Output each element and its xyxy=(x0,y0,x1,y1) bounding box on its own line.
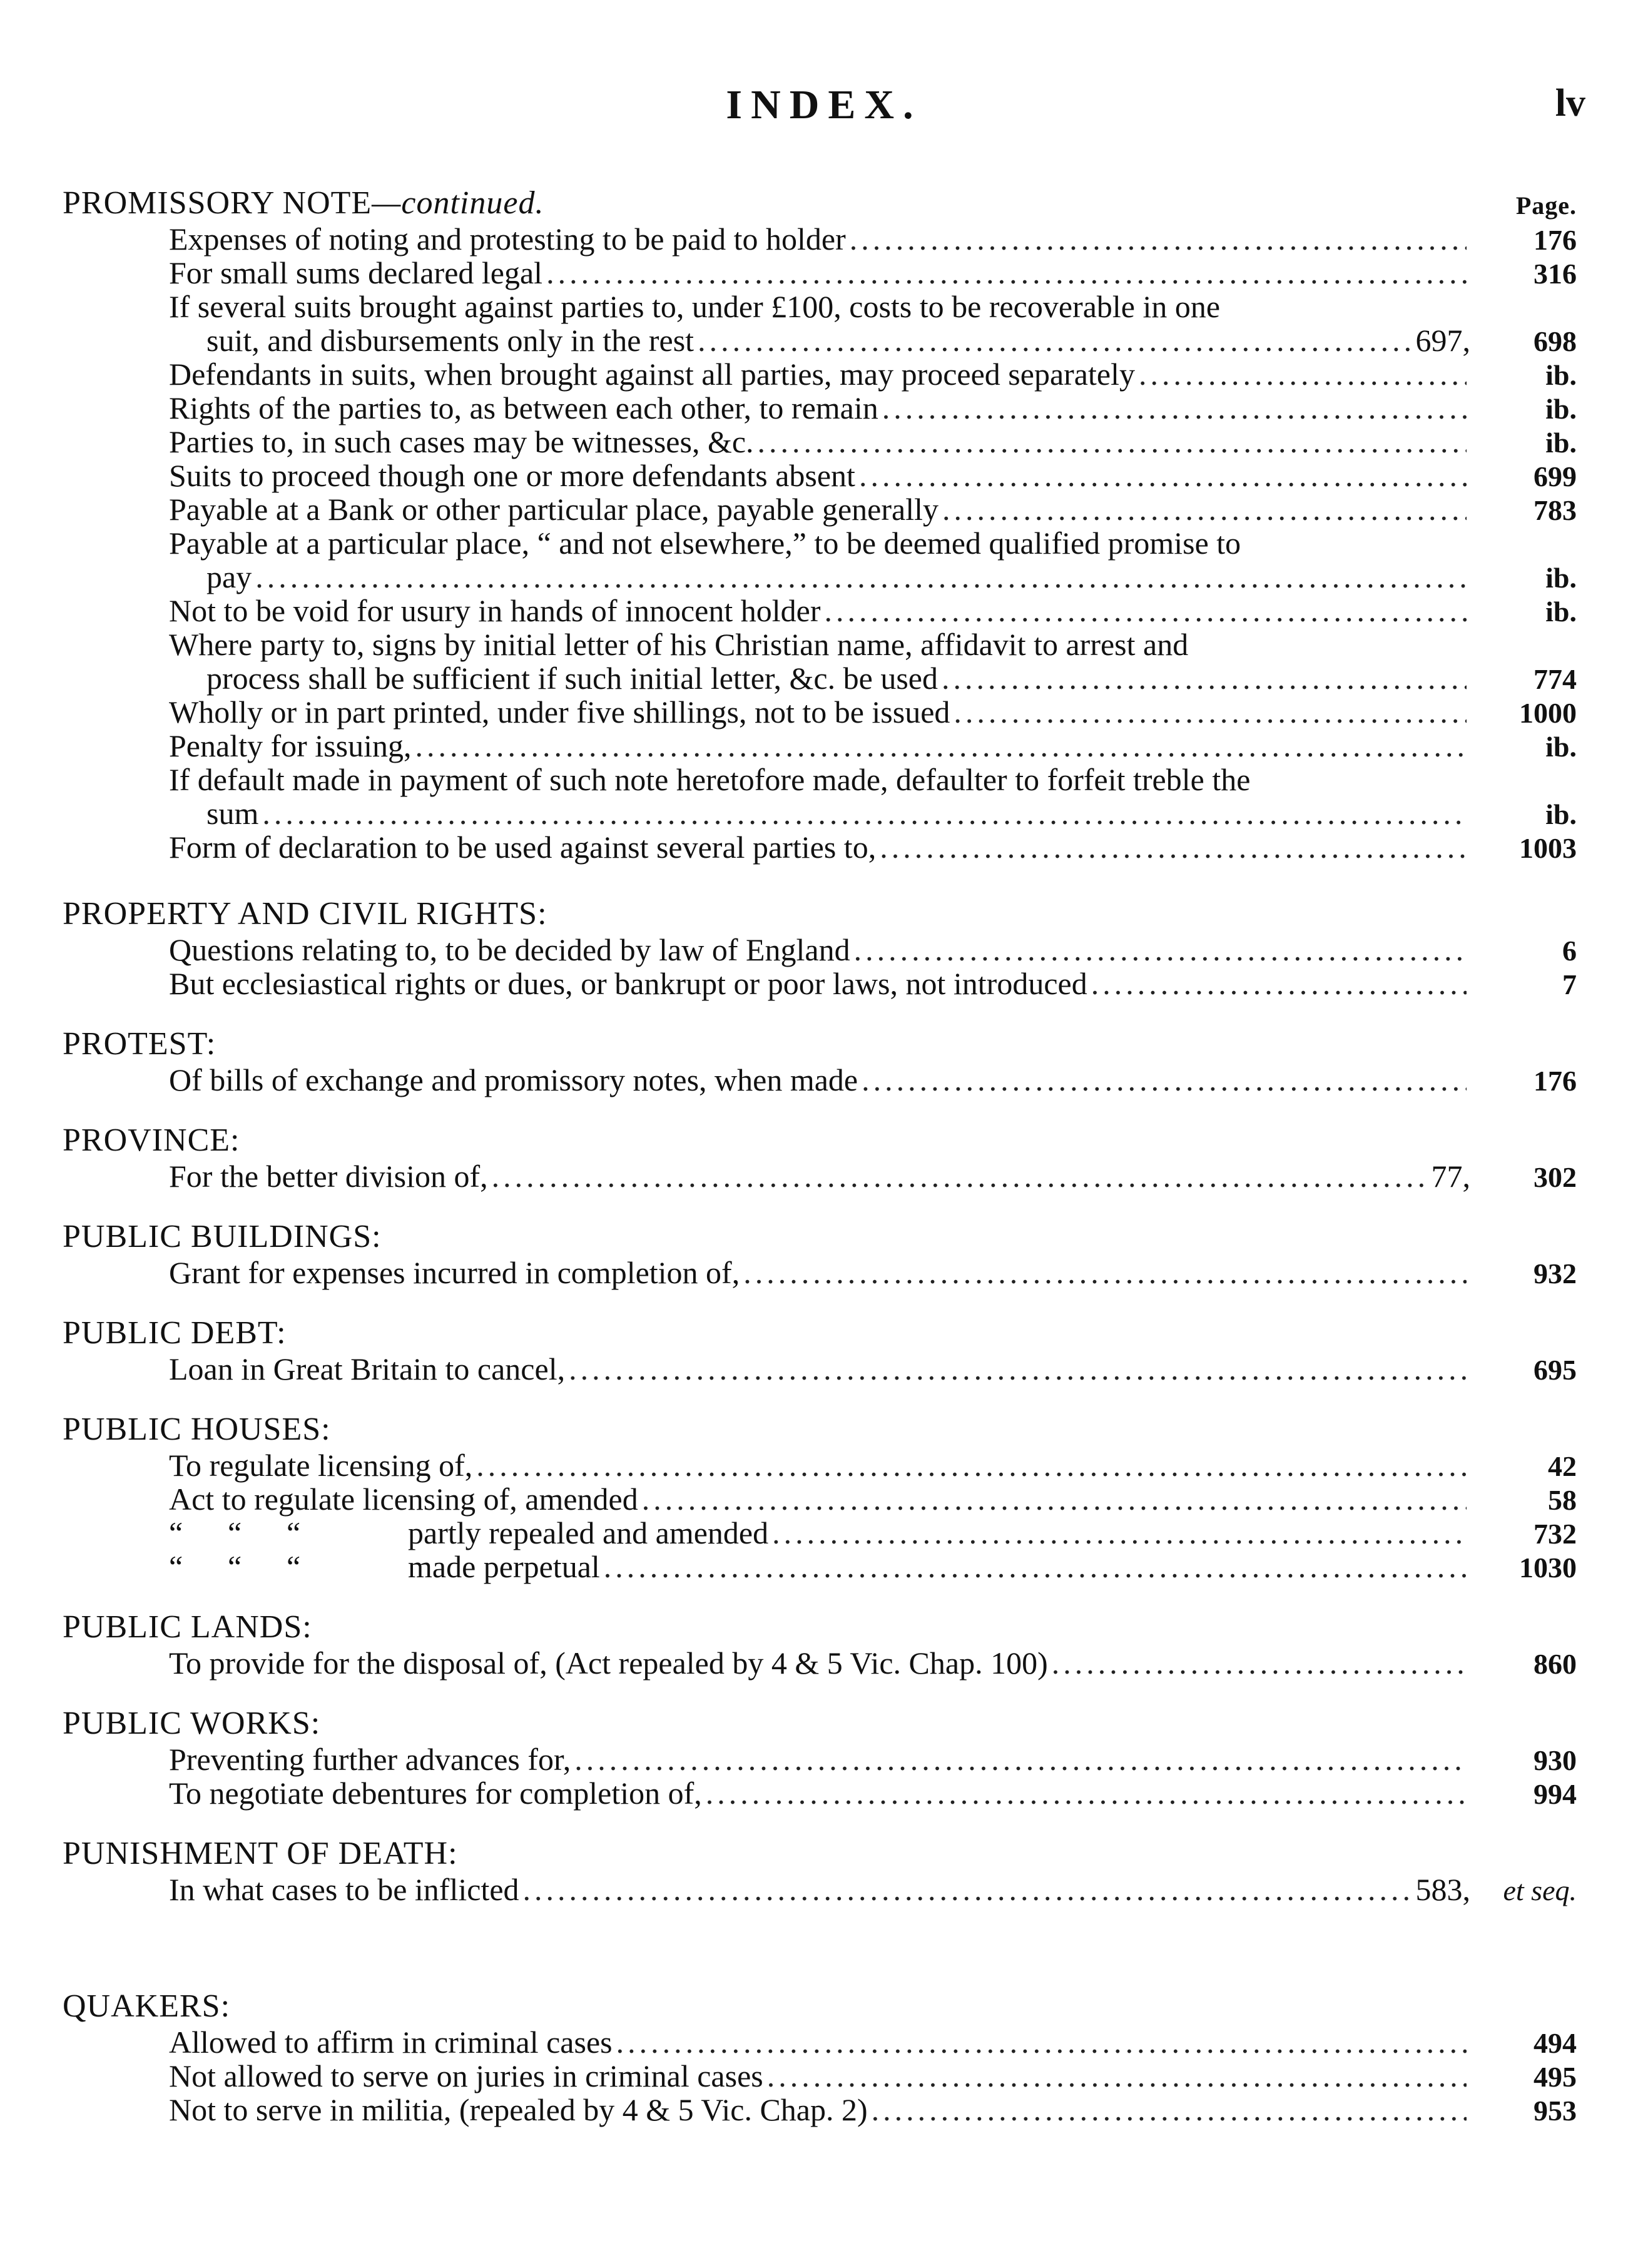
leader-dots xyxy=(476,1448,1467,1482)
entry-text-group xyxy=(169,1063,858,1097)
page-column-label: Page. xyxy=(1515,191,1577,220)
section-heading xyxy=(63,1705,1577,1742)
entry-page: 932 xyxy=(1534,1258,1577,1289)
entry-text-group xyxy=(169,695,950,729)
entry-text: Expenses of noting and protesting to be paid to holder xyxy=(169,221,846,257)
index-entry xyxy=(63,933,1577,967)
entry-text-continued: process shall be sufficient if such initial letter, &c. be used xyxy=(206,661,938,696)
entry-page: ib. xyxy=(1545,798,1577,830)
section-heading xyxy=(63,895,1577,933)
entry-text-group xyxy=(169,594,820,628)
entry-text: If default made in payment of such note heretofore made, defaulter to forfeit treble the xyxy=(169,762,1251,797)
index-entry xyxy=(63,492,1577,526)
entry-page: 176 xyxy=(1534,224,1577,256)
entry-text: partly repealed and amended xyxy=(408,1515,769,1550)
section-heading xyxy=(63,1122,1577,1159)
section-heading xyxy=(63,1315,1577,1352)
entry-text: Wholly or in part printed, under five shillings, not to be issued xyxy=(169,694,950,730)
leader-dots xyxy=(772,1516,1467,1550)
leader-dots xyxy=(569,1352,1467,1386)
entry-page: 6 xyxy=(1562,935,1577,967)
section-heading xyxy=(63,1835,1577,1873)
ditto-mark: “ xyxy=(228,1515,242,1550)
index-section xyxy=(63,185,1577,864)
leader-dots xyxy=(880,830,1467,864)
entry-page: 732 xyxy=(1534,1518,1577,1550)
entry-page: 7 xyxy=(1562,969,1577,1000)
index-entry xyxy=(63,1063,1577,1097)
entry-text-group xyxy=(169,2059,763,2093)
index-entry xyxy=(63,459,1577,492)
index-entry-continuation xyxy=(63,796,1577,830)
entry-page: 783 xyxy=(1534,494,1577,526)
index-entry xyxy=(63,830,1577,864)
entry-text: Loan in Great Britain to cancel, xyxy=(169,1351,566,1386)
section-heading-text: QUAKERS: xyxy=(63,1988,231,2024)
section-heading-text: PUBLIC BUILDINGS: xyxy=(63,1219,382,1254)
leader-dots xyxy=(942,492,1467,526)
leader-dots xyxy=(574,1742,1467,1776)
index-section xyxy=(63,1025,1577,1097)
entry-page: 994 xyxy=(1534,1778,1577,1810)
index-entry-continuation xyxy=(63,323,1577,357)
entry-text-group xyxy=(169,492,938,526)
leader-dots xyxy=(859,459,1467,492)
entry-text: Rights of the parties to, as between each other, to remain xyxy=(169,390,878,425)
entry-text: To negotiate debentures for completion of, xyxy=(169,1776,702,1811)
leader-dots xyxy=(872,2093,1467,2127)
entry-text-group xyxy=(169,391,878,425)
index-entry-continuation xyxy=(63,560,1577,594)
leader-dots xyxy=(415,729,1467,763)
section-heading xyxy=(63,185,1577,222)
leader-dots xyxy=(854,933,1467,967)
entry-text: If several suits brought against parties to, under £100, costs to be recoverable in one xyxy=(169,289,1221,324)
section-heading-text: PUBLIC HOUSES: xyxy=(63,1411,331,1447)
entry-page: ib. xyxy=(1545,393,1577,425)
entry-extra-page: 697, xyxy=(1415,323,1470,358)
entry-text: Parties to, in such cases may be witnesses, &c. xyxy=(169,424,754,459)
index-entry xyxy=(63,594,1577,628)
index-section xyxy=(63,1315,1577,1386)
index-entry xyxy=(63,1646,1577,1680)
index-entry-line xyxy=(63,526,1577,560)
section-heading-text: PUBLIC WORKS: xyxy=(63,1706,321,1741)
entry-text: In what cases to be inflicted xyxy=(169,1872,519,1907)
entry-text-group xyxy=(169,1159,488,1193)
leader-dots xyxy=(604,1550,1467,1584)
section-heading-text: PUBLIC LANDS: xyxy=(63,1609,312,1645)
index-entry xyxy=(63,1159,1577,1193)
entry-text-group xyxy=(169,1776,702,1810)
entry-text: To provide for the disposal of, (Act repealed by 4 & 5 Vic. Chap. 100) xyxy=(169,1645,1048,1681)
entry-text-group xyxy=(169,1352,565,1386)
index-entry xyxy=(63,2093,1577,2127)
index-section xyxy=(63,1218,1577,1289)
entry-text: Suits to proceed though one or more defendants absent xyxy=(169,458,855,493)
index-entry xyxy=(63,1742,1577,1776)
entry-page: et seq. xyxy=(1503,1874,1577,1906)
entry-text: Act to regulate licensing of, amended xyxy=(169,1482,638,1517)
ditto-mark: “ xyxy=(287,1549,301,1584)
leader-dots xyxy=(1139,357,1467,391)
entry-text-group xyxy=(169,2025,613,2059)
entry-page: 495 xyxy=(1534,2061,1577,2093)
index-entry xyxy=(63,2025,1577,2059)
entry-text-group xyxy=(169,967,1087,1000)
entry-text-group xyxy=(169,1646,1048,1680)
entry-text: Preventing further advances for, xyxy=(169,1742,571,1777)
leader-dots xyxy=(862,1063,1467,1097)
entry-page: ib. xyxy=(1545,596,1577,628)
leader-dots xyxy=(698,323,1411,357)
entry-text-group xyxy=(169,256,542,290)
section-heading xyxy=(63,1025,1577,1063)
index-section xyxy=(63,1411,1577,1584)
entry-text-group xyxy=(169,830,876,864)
section-heading-text: PUBLIC DEBT: xyxy=(63,1315,287,1351)
leader-dots xyxy=(743,1256,1467,1289)
index-section xyxy=(63,895,1577,1000)
index-entry-line xyxy=(63,763,1577,796)
entry-text-continued: pay xyxy=(206,559,252,594)
section-heading-text: PUNISHMENT OF DEATH: xyxy=(63,1836,458,1871)
entry-page: ib. xyxy=(1545,359,1577,391)
index-section xyxy=(63,1609,1577,1680)
entry-text-continued: sum xyxy=(206,796,259,831)
leader-dots xyxy=(954,695,1467,729)
entry-page: 953 xyxy=(1534,2095,1577,2127)
entry-page: ib. xyxy=(1545,562,1577,594)
entry-page: 930 xyxy=(1534,1744,1577,1776)
leader-dots xyxy=(706,1776,1467,1810)
entry-text-group xyxy=(169,222,846,256)
leader-dots xyxy=(942,661,1467,695)
entry-text: Payable at a Bank or other particular place, payable generally xyxy=(169,492,938,527)
entry-page: 58 xyxy=(1548,1484,1577,1516)
index-entry xyxy=(63,1256,1577,1289)
entry-page: 176 xyxy=(1534,1065,1577,1097)
entry-text-group xyxy=(169,357,1135,391)
index-entry xyxy=(63,1482,1577,1516)
entry-page: 1030 xyxy=(1519,1552,1577,1584)
entry-page: 1000 xyxy=(1519,697,1577,729)
index-entry xyxy=(63,357,1577,391)
entry-text: Of bills of exchange and promissory notes, when made xyxy=(169,1062,858,1097)
index-entry xyxy=(63,425,1577,459)
section-heading-text: PROMISSORY NOTE xyxy=(63,185,372,221)
ditto-mark: “ xyxy=(169,1549,183,1584)
entry-text: made perpetual xyxy=(408,1549,600,1584)
page-title: INDEX. xyxy=(726,82,922,128)
section-heading-text: PROVINCE: xyxy=(63,1122,240,1158)
leader-dots xyxy=(1091,967,1467,1000)
entry-text-group xyxy=(169,459,855,492)
entry-text-group xyxy=(169,1550,600,1584)
leader-dots xyxy=(758,425,1467,459)
entry-text: Where party to, signs by initial letter of his Christian name, affidavit to arrest and xyxy=(169,627,1189,662)
leader-dots xyxy=(850,222,1467,256)
leader-dots xyxy=(262,796,1467,830)
index-entry xyxy=(63,1352,1577,1386)
section-heading-suffix: —continued. xyxy=(372,185,544,221)
entry-text: To regulate licensing of, xyxy=(169,1448,473,1483)
entry-page: 774 xyxy=(1534,663,1577,695)
index-entry xyxy=(63,1550,1577,1584)
entry-text-group xyxy=(169,1873,519,1906)
index-entry xyxy=(63,222,1577,256)
entry-text: Questions relating to, to be decided by law of England xyxy=(169,932,850,967)
entry-text: For the better division of, xyxy=(169,1159,488,1194)
section-heading-text: PROPERTY AND CIVIL RIGHTS: xyxy=(63,896,547,932)
entry-page: 1003 xyxy=(1519,832,1577,864)
entry-text: Grant for expenses incurred in completion of, xyxy=(169,1255,740,1290)
section-heading xyxy=(63,1218,1577,1256)
index-section xyxy=(63,1835,1577,1906)
entry-text-group xyxy=(169,2093,868,2127)
entry-text: Penalty for issuing, xyxy=(169,728,412,763)
entry-extra-page: 583, xyxy=(1415,1872,1470,1907)
entry-text-group xyxy=(169,729,411,763)
leader-dots xyxy=(492,1159,1428,1193)
leader-dots xyxy=(1052,1646,1467,1680)
index-entry xyxy=(63,695,1577,729)
index-entry xyxy=(63,1776,1577,1810)
entry-page: 302 xyxy=(1534,1161,1577,1193)
ditto-mark: “ xyxy=(169,1515,183,1550)
leader-dots xyxy=(523,1873,1412,1906)
leader-dots xyxy=(882,391,1467,425)
section-heading xyxy=(63,1988,1577,2025)
entry-page: 698 xyxy=(1534,325,1577,357)
page-header xyxy=(0,81,1648,138)
entry-text: Payable at a particular place, “ and not elsewhere,” to be deemed qualified promise to xyxy=(169,526,1241,561)
index-entry xyxy=(63,391,1577,425)
entry-text-group xyxy=(169,1448,472,1482)
entry-text: For small sums declared legal xyxy=(169,255,543,290)
index-entry xyxy=(63,1516,1577,1550)
entry-page: ib. xyxy=(1545,731,1577,763)
leader-dots xyxy=(824,594,1467,628)
index-entry xyxy=(63,967,1577,1000)
index-entry-continuation xyxy=(63,661,1577,695)
entry-text: Not allowed to serve on juries in criminal cases xyxy=(169,2058,763,2093)
entry-page: 316 xyxy=(1534,258,1577,290)
section-heading xyxy=(63,1411,1577,1448)
page-number: lv xyxy=(1555,82,1585,125)
entry-text: Form of declaration to be used against several parties to, xyxy=(169,830,877,865)
leader-dots xyxy=(767,2059,1467,2093)
entry-text: Allowed to affirm in criminal cases xyxy=(169,2025,613,2060)
entry-text-continued: suit, and disbursements only in the rest xyxy=(206,323,694,358)
entry-text-group xyxy=(169,1516,768,1550)
entry-text-group xyxy=(169,1256,740,1289)
entry-text-group xyxy=(169,425,754,459)
entry-page: 695 xyxy=(1534,1354,1577,1386)
index-entry xyxy=(63,1873,1577,1906)
index-entry-line xyxy=(63,290,1577,323)
index-entry-line xyxy=(63,628,1577,661)
index-entry xyxy=(63,1448,1577,1482)
section-heading-text: PROTEST: xyxy=(63,1026,216,1062)
index-entry xyxy=(63,2059,1577,2093)
entry-page: 494 xyxy=(1534,2027,1577,2059)
ditto-mark: “ xyxy=(287,1515,301,1550)
entry-text: Not to be void for usury in hands of innocent holder xyxy=(169,593,821,628)
index-section xyxy=(63,1988,1577,2127)
entry-text-group xyxy=(169,933,850,967)
entry-page: 699 xyxy=(1534,460,1577,492)
leader-dots xyxy=(616,2025,1467,2059)
entry-text: But ecclesiastical rights or dues, or bankrupt or poor laws, not introduced xyxy=(169,966,1087,1001)
ditto-mark: “ xyxy=(228,1549,242,1584)
entry-text-group xyxy=(169,1482,638,1516)
index-section xyxy=(63,1122,1577,1193)
leader-dots xyxy=(546,256,1467,290)
entry-page: 42 xyxy=(1548,1450,1577,1482)
entry-page: ib. xyxy=(1545,427,1577,459)
entry-page: 860 xyxy=(1534,1648,1577,1680)
index-section xyxy=(63,1705,1577,1810)
index-entry xyxy=(63,256,1577,290)
section-heading xyxy=(63,1609,1577,1646)
entry-text: Defendants in suits, when brought against all parties, may proceed separately xyxy=(169,357,1135,392)
entry-text-group xyxy=(169,1742,571,1776)
index-content xyxy=(63,160,1577,2127)
entry-extra-page: 77, xyxy=(1431,1159,1470,1194)
entry-text: Not to serve in militia, (repealed by 4 & 5 Vic. Chap. 2) xyxy=(169,2092,868,2127)
leader-dots xyxy=(255,560,1467,594)
leader-dots xyxy=(642,1482,1467,1516)
index-entry xyxy=(63,729,1577,763)
